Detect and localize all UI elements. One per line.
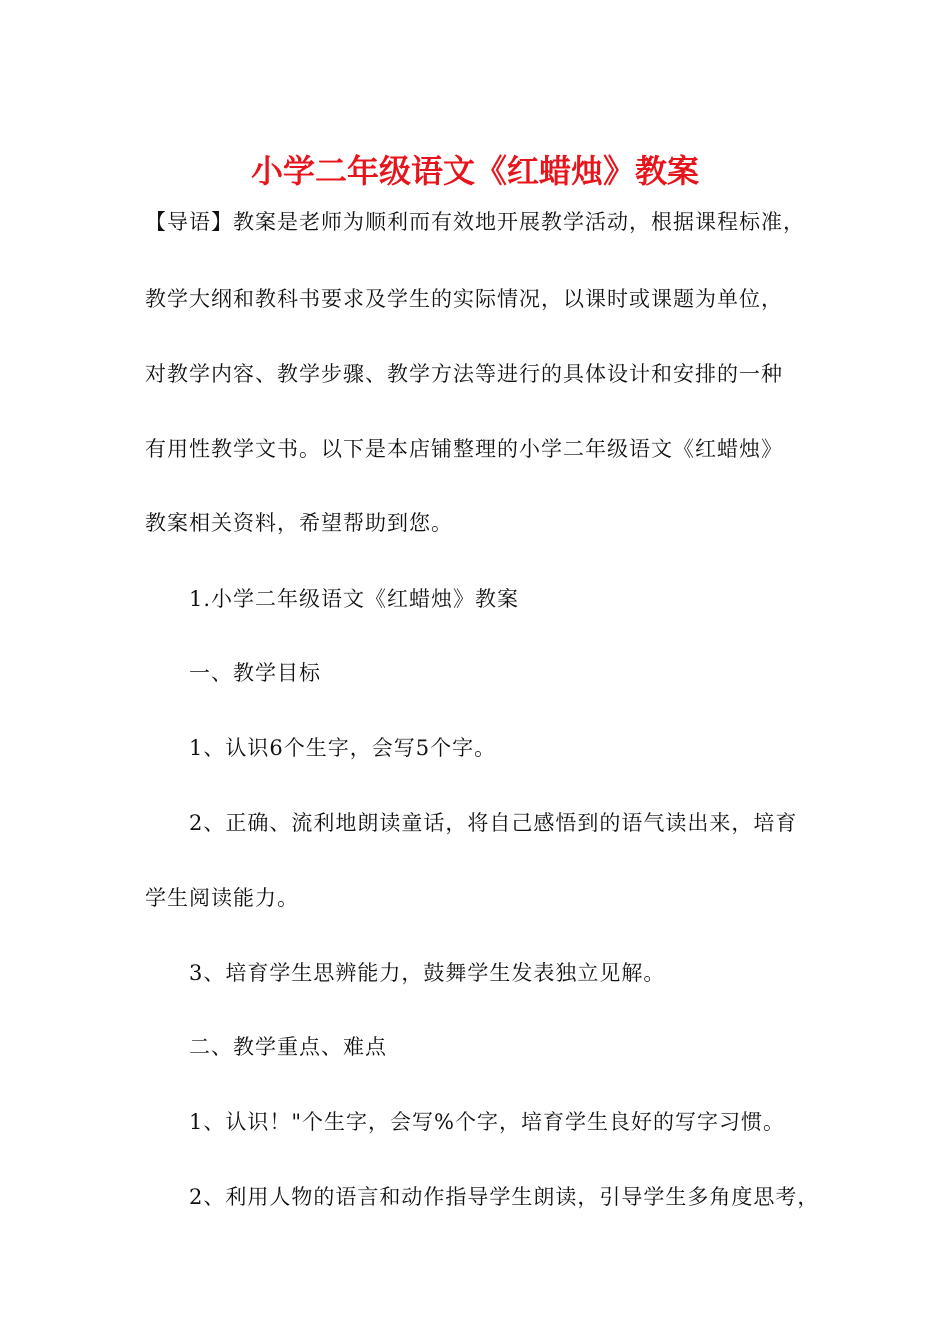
section-heading: 1.小学二年级语文《红蜡烛》教案 [189, 587, 520, 611]
list-item: 1、认识6个生字，会写5个字。 [189, 736, 497, 760]
list-item: 2、正确、流利地朗读童话，将自己感悟到的语气读出来，培育 [189, 811, 798, 835]
paragraph-line: 教案相关资料，希望帮助到您。 [145, 511, 453, 535]
list-item: 3、培育学生思辨能力，鼓舞学生发表独立见解。 [189, 961, 666, 985]
paragraph-line: 有用性教学文书。以下是本店铺整理的小学二年级语文《红蜡烛》 [145, 437, 783, 461]
section-heading: 二、教学重点、难点 [189, 1035, 387, 1059]
paragraph-line: 对教学内容、教学步骤、教学方法等进行的具体设计和安排的一种 [145, 362, 783, 386]
document-title: 小学二年级语文《红蜡烛》教案 [250, 152, 699, 190]
paragraph-line: 【导语】教案是老师为顺利而有效地开展教学活动，根据课程标准， [145, 210, 805, 234]
list-item: 2、利用人物的语言和动作指导学生朗读，引导学生多角度思考， [189, 1185, 820, 1209]
list-item: 1、认识！"个生字，会写%个字，培育学生良好的写字习惯。 [189, 1110, 785, 1134]
section-heading: 一、教学目标 [189, 661, 321, 685]
paragraph-line: 学生阅读能力。 [145, 886, 299, 910]
paragraph-line: 教学大纲和教科书要求及学生的实际情况，以课时或课题为单位， [145, 287, 783, 311]
